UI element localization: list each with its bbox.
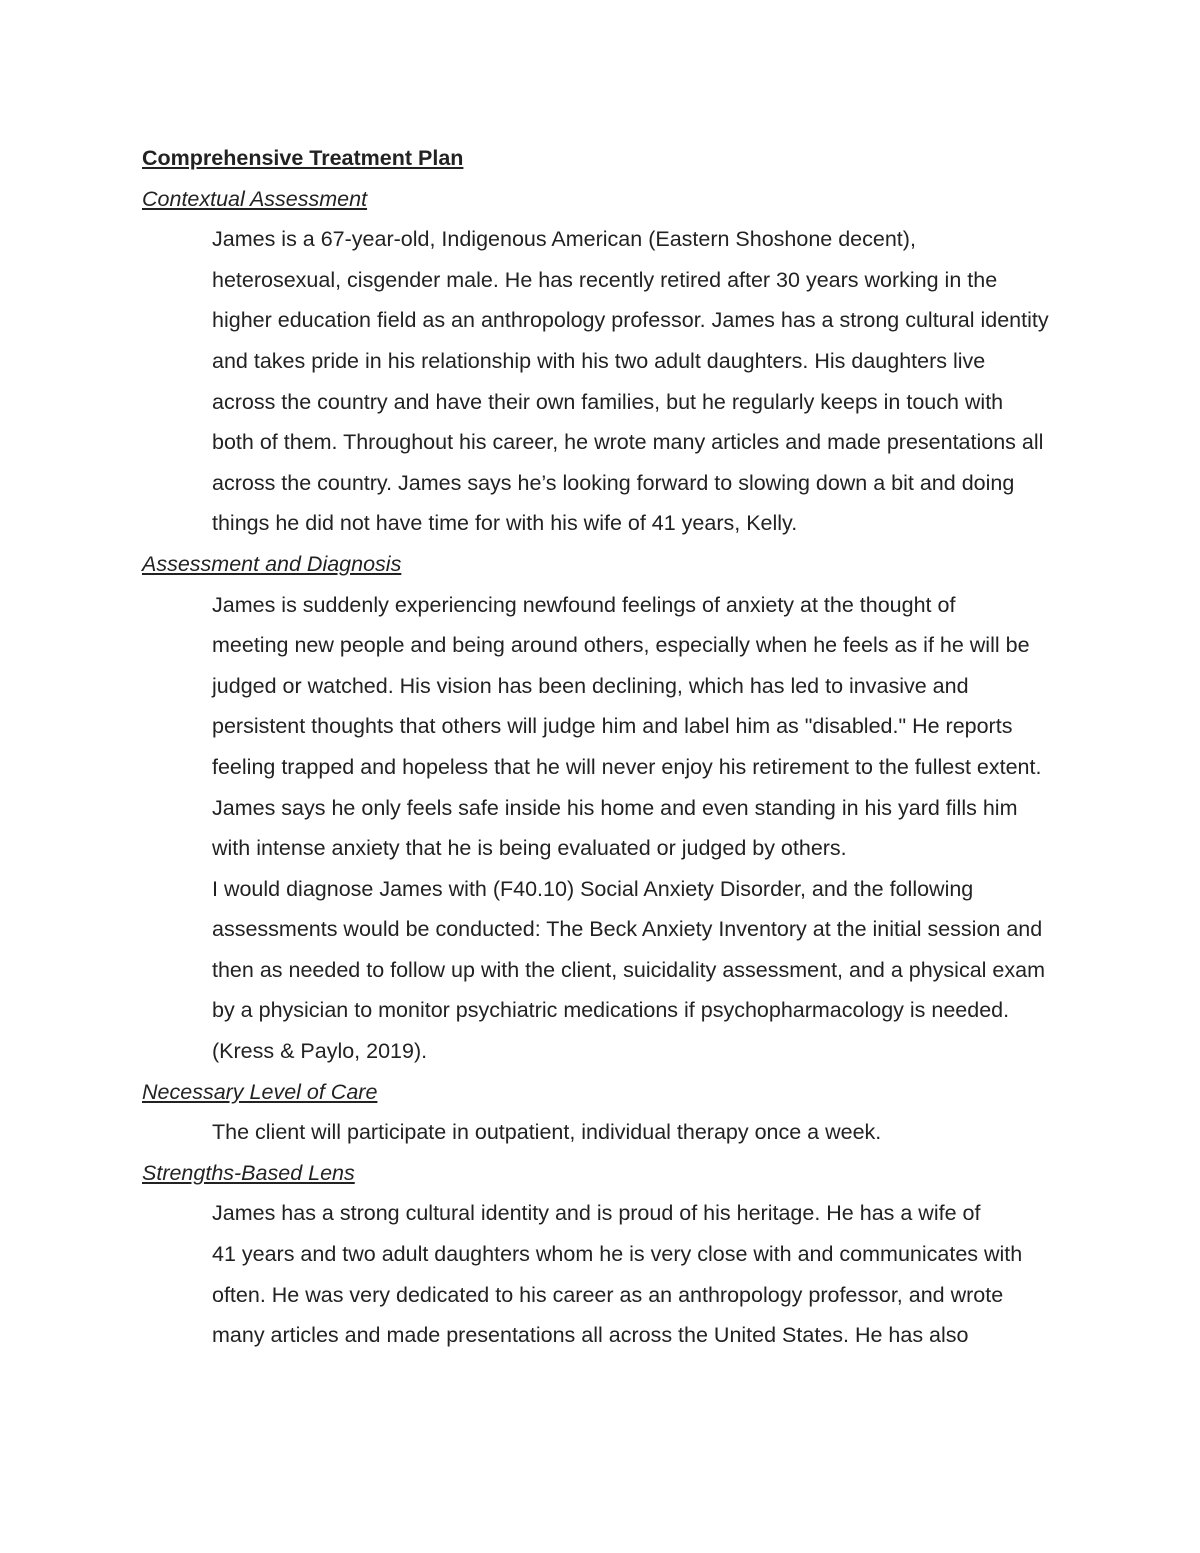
section-heading: Assessment and Diagnosis bbox=[142, 551, 402, 576]
text-line: heterosexual, cisgender male. He has recently retired after 30 years working in the bbox=[212, 267, 998, 292]
text-line: James is a 67-year-old, Indigenous American (Eastern Shoshone decent), bbox=[212, 227, 916, 252]
text-line: The client will participate in outpatient, individual therapy once a week. bbox=[212, 1120, 882, 1145]
section-heading: Contextual Assessment bbox=[142, 186, 368, 211]
text-line: often. He was very dedicated to his career as an anthropology professor, and wrote bbox=[212, 1282, 1004, 1307]
text-line: both of them. Throughout his career, he wrote many articles and made presentations all bbox=[212, 430, 1044, 455]
text-line: many articles and made presentations all across the United States. He has also bbox=[212, 1323, 969, 1348]
text-line: 41 years and two adult daughters whom he is very close with and communicates with bbox=[212, 1242, 1023, 1267]
document-title: Comprehensive Treatment Plan bbox=[142, 146, 464, 170]
body-paragraph bbox=[142, 1193, 1062, 1355]
text-line: with intense anxiety that he is being evaluated or judged by others. bbox=[212, 836, 847, 861]
text-line: feeling trapped and hopeless that he will never enjoy his retirement to the fullest extent. bbox=[212, 754, 1042, 779]
text-line: meeting new people and being around others, especially when he feels as if he will be bbox=[212, 633, 1030, 658]
body-paragraph bbox=[142, 869, 1062, 1072]
text-line: across the country and have their own families, but he regularly keeps in touch with bbox=[212, 389, 1004, 414]
section-heading: Strengths-Based Lens bbox=[142, 1160, 355, 1185]
body-paragraph bbox=[142, 585, 1062, 869]
text-line: higher education field as an anthropology professor. James has a strong cultural identity bbox=[212, 308, 1049, 333]
text-line: James is suddenly experiencing newfound feelings of anxiety at the thought of bbox=[212, 592, 956, 617]
text-line: then as needed to follow up with the client, suicidality assessment, and a physical exam bbox=[212, 957, 1045, 982]
text-line: James has a strong cultural identity and is proud of his heritage. He has a wife of bbox=[212, 1201, 981, 1226]
text-line: (Kress & Paylo, 2019). bbox=[212, 1039, 428, 1064]
text-line: James says he only feels safe inside his home and even standing in his yard fills him bbox=[212, 795, 1018, 820]
text-line: judged or watched. His vision has been declining, which has led to invasive and bbox=[212, 673, 969, 698]
text-line: I would diagnose James with (F40.10) Social Anxiety Disorder, and the following bbox=[212, 876, 974, 901]
text-line: things he did not have time for with his wife of 41 years, Kelly. bbox=[212, 511, 798, 536]
text-line: persistent thoughts that others will judge him and label him as "disabled." He reports bbox=[212, 714, 1013, 739]
text-line: by a physician to monitor psychiatric medications if psychopharmacology is needed. bbox=[212, 998, 1010, 1023]
text-line: across the country. James says he’s looking forward to slowing down a bit and doing bbox=[212, 470, 1015, 495]
body-paragraph bbox=[142, 219, 1062, 544]
body-paragraph bbox=[142, 1112, 1062, 1153]
document-body bbox=[142, 179, 1062, 1356]
document-page bbox=[142, 138, 1062, 1356]
text-line: assessments would be conducted: The Beck Anxiety Inventory at the initial session and bbox=[212, 917, 1043, 942]
text-line: and takes pride in his relationship with his two adult daughters. His daughters live bbox=[212, 348, 986, 373]
section-heading: Necessary Level of Care bbox=[142, 1079, 378, 1104]
